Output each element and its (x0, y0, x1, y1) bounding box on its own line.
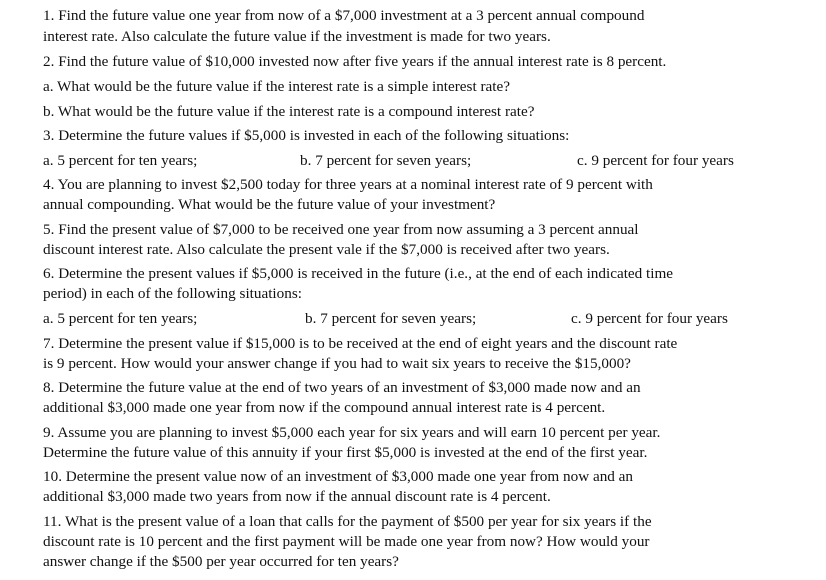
q3-options-row (43, 151, 803, 171)
q11-line-1: 11. What is the present value of a loan that calls for the payment of $500 per year for six years if the (43, 513, 652, 530)
q3-option-a: a. 5 percent for ten years; (43, 152, 198, 169)
q5-line-1: 5. Find the present value of $7,000 to be received one year from now assuming a 3 percent annual (43, 221, 639, 238)
q1-line-2: interest rate. Also calculate the future value if the investment is made for two years. (43, 28, 551, 45)
q7-line-2: is 9 percent. How would your answer change if you had to wait six years to receive the $15,000? (43, 355, 631, 372)
q6-option-c: c. 9 percent for four years (571, 310, 728, 327)
q2-part-b: b. What would be the future value if the interest rate is a compound interest rate? (43, 103, 535, 120)
q3-option-b: b. 7 percent for seven years; (300, 152, 472, 169)
q6-line-1: 6. Determine the present values if $5,000 is received in the future (i.e., at the end of each indicated time (43, 265, 674, 282)
q6-option-a: a. 5 percent for ten years; (43, 310, 198, 327)
q8-line-1: 8. Determine the future value at the end of two years of an investment of $3,000 made now and an (43, 379, 641, 396)
q3-option-c: c. 9 percent for four years (577, 152, 734, 169)
q1-line-1: 1. Find the future value one year from now of a $7,000 investment at a 3 percent annual compound (43, 7, 645, 24)
q11-line-3: answer change if the $500 per year occurred for ten years? (43, 553, 399, 570)
q9-line-1: 9. Assume you are planning to invest $5,000 each year for six years and will earn 10 percent per year. (43, 424, 661, 441)
q6-line-2: period) in each of the following situations: (43, 285, 302, 302)
q4-line-1: 4. You are planning to invest $2,500 today for three years at a nominal interest rate of 9 percent with (43, 176, 653, 193)
q2-part-a: a. What would be the future value if the interest rate is a simple interest rate? (43, 78, 510, 95)
q3-line-1: 3. Determine the future values if $5,000 is invested in each of the following situations: (43, 127, 570, 144)
q8-line-2: additional $3,000 made one year from now if the compound annual interest rate is 4 percent. (43, 399, 606, 416)
q11-line-2: discount rate is 10 percent and the first payment will be made one year from now? How would your (43, 533, 650, 550)
q5-line-2: discount interest rate. Also calculate the present vale if the $7,000 is received after two years. (43, 241, 610, 258)
q10-line-2: additional $3,000 made two years from now if the annual discount rate is 4 percent. (43, 488, 551, 505)
q9-line-2: Determine the future value of this annuity if your first $5,000 is invested at the end of the first year. (43, 444, 648, 461)
q6-options-row (43, 309, 803, 329)
q6-option-b: b. 7 percent for seven years; (305, 310, 477, 327)
q7-line-1: 7. Determine the present value if $15,000 is to be received at the end of eight years and the discount rate (43, 335, 678, 352)
q4-line-2: annual compounding. What would be the future value of your investment? (43, 196, 496, 213)
q10-line-1: 10. Determine the present value now of an investment of $3,000 made one year from now and an (43, 468, 634, 485)
q2-line-1: 2. Find the future value of $10,000 invested now after five years if the annual interest rate is 8 percent. (43, 53, 667, 70)
